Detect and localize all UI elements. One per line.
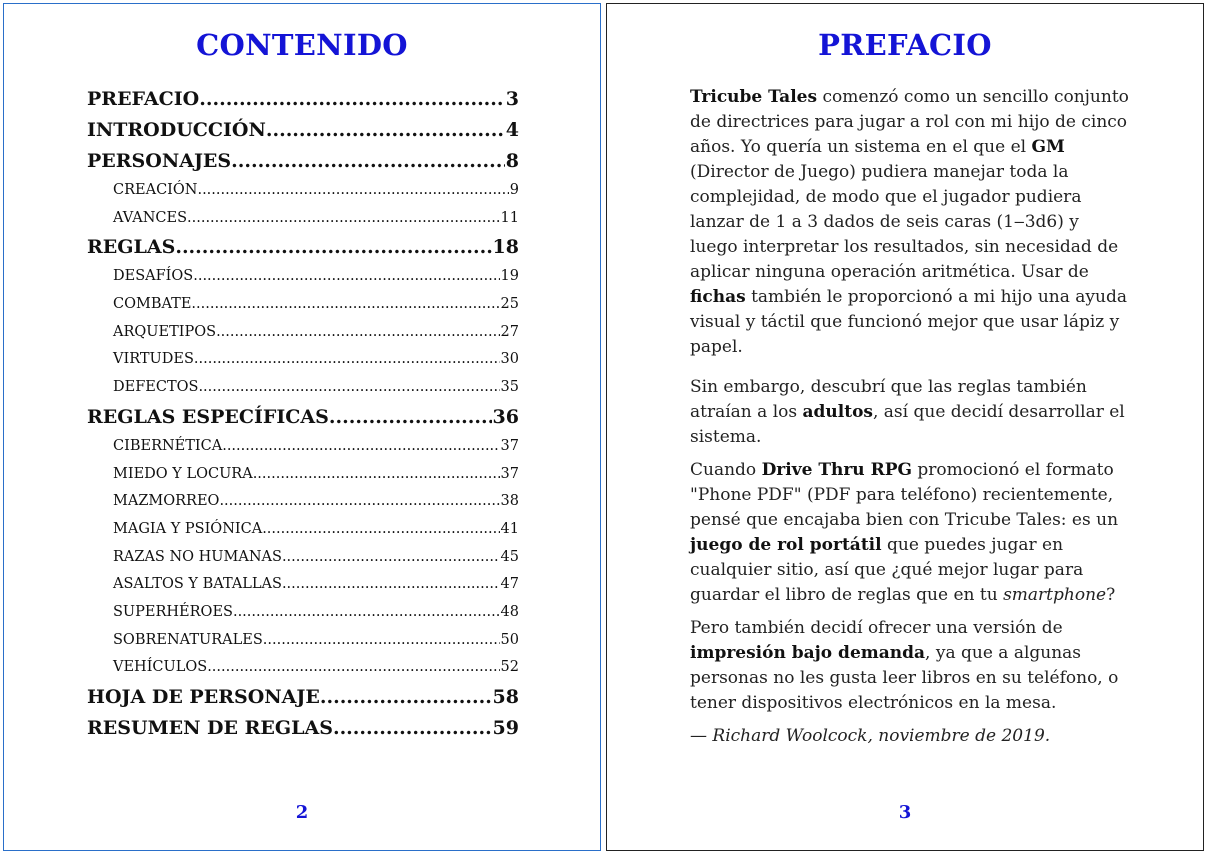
- paragraph-text: promocionó el formato "Phone PDF" (PDF para teléfono) recientemente, pensé que encajaba bien con Tricube Tales: es un: [690, 460, 1119, 530]
- toc-leader-dots: [187, 205, 500, 233]
- toc-entry-label: MIEDO Y LOCURA: [113, 465, 253, 482]
- toc-entry-page: 59: [492, 717, 519, 739]
- toc-entry[interactable]: [87, 516, 519, 544]
- toc-entry-page: 48: [500, 603, 519, 620]
- toc-leader-dots: [262, 516, 499, 544]
- toc-entry-label: RAZAS NO HUMANAS: [113, 548, 282, 565]
- bold-text: fichas: [690, 287, 746, 307]
- toc-leader-dots: [216, 319, 499, 347]
- toc-entry-label: DEFECTOS: [113, 379, 199, 396]
- toc-entry-label: MAZMORREO: [113, 493, 220, 510]
- signature-text: — Richard Woolcock, noviembre de 2019.: [690, 726, 1051, 746]
- toc-leader-dots: [222, 433, 499, 461]
- toc-entry-label: PREFACIO: [87, 88, 200, 110]
- paragraph-text: Pero también decidí ofrecer una versión de: [690, 618, 1063, 638]
- toc-entry-page: 35: [500, 379, 519, 396]
- paragraph-text: también le proporcionó a mi hijo una ayuda visual y táctil que funcionó mejor que usar lápiz y papel.: [690, 287, 1128, 357]
- toc-entry-page: 47: [500, 576, 519, 593]
- toc-entry-page: 50: [500, 631, 519, 648]
- toc-entry[interactable]: [87, 488, 519, 516]
- toc-entry-label: INTRODUCCIÓN: [87, 119, 266, 141]
- paragraph-text: Sin embargo, descubrí que las reglas también atraían a los: [690, 377, 1087, 422]
- toc-entry-page: 52: [500, 659, 519, 676]
- preface-paragraph: [690, 458, 1130, 608]
- toc-leader-dots: [219, 488, 499, 516]
- paragraph-text: que puedes jugar en cualquier sitio, así que ¿qué mejor lugar para guardar el libro de reglas que en tu: [690, 535, 1084, 605]
- toc-entry-label: REGLAS ESPECÍFICAS: [87, 405, 329, 428]
- toc-leader-dots: [253, 461, 500, 489]
- toc-entry-page: 37: [500, 465, 519, 482]
- toc-leader-dots: [194, 346, 500, 374]
- paragraph-text: (Director de Juego) pudiera manejar toda la complejidad, de modo que el jugador pudiera lanzar de 1 a 3 dados de seis caras (1‒3d6) y luego interpretar los resultados, sin necesidad de aplicar ninguna operación aritmética. Usar de: [690, 162, 1119, 282]
- signature: [690, 724, 1130, 749]
- toc-entry-page: 3: [505, 88, 519, 110]
- toc-entry-page: 58: [492, 686, 519, 708]
- toc-entry[interactable]: [87, 263, 519, 291]
- preface-paragraph: [690, 375, 1130, 450]
- toc-entry[interactable]: [87, 177, 519, 205]
- bold-text: impresión bajo demanda: [690, 643, 926, 663]
- preface-paragraph: [690, 85, 1130, 360]
- contents-page: [3, 3, 601, 851]
- page-title: PREFACIO: [818, 28, 992, 62]
- toc-entry[interactable]: [87, 713, 519, 744]
- bold-text: adultos: [802, 402, 873, 422]
- toc-entry-page: 41: [500, 520, 519, 537]
- toc-leader-dots: [333, 713, 492, 744]
- toc-entry-page: 9: [509, 182, 519, 198]
- page-title: CONTENIDO: [196, 28, 408, 62]
- toc-leader-dots: [197, 177, 508, 205]
- paragraph-text: , así que decidí desarrollar el sistema.: [690, 402, 1125, 447]
- toc-entry[interactable]: [87, 115, 519, 146]
- toc-leader-dots: [175, 232, 491, 263]
- toc-entry-label: VIRTUDES: [113, 351, 194, 368]
- toc-entry[interactable]: [87, 319, 519, 347]
- toc-entry-page: 30: [500, 351, 519, 368]
- toc-entry-label: COMBATE: [113, 296, 192, 313]
- toc-leader-dots: [320, 682, 492, 713]
- toc-entry[interactable]: [87, 433, 519, 461]
- toc-entry[interactable]: [87, 599, 519, 627]
- toc-entry[interactable]: [87, 346, 519, 374]
- toc-entry[interactable]: [87, 682, 519, 713]
- toc-entry-page: 45: [500, 548, 519, 565]
- toc-entry-page: 36: [492, 405, 519, 428]
- toc-leader-dots: [199, 84, 505, 115]
- toc-entry[interactable]: [87, 84, 519, 115]
- toc-entry[interactable]: [87, 291, 519, 319]
- toc-entry-page: 18: [492, 236, 519, 259]
- preface-body: [690, 85, 1130, 757]
- toc-entry-label: SUPERHÉROES: [113, 603, 233, 620]
- bold-text: Tricube Tales: [690, 87, 818, 107]
- toc-leader-dots: [282, 571, 500, 599]
- paragraph-text: Cuando: [690, 460, 762, 480]
- toc-entry-page: 11: [500, 209, 519, 226]
- toc-leader-dots: [233, 599, 500, 627]
- bold-text: juego de rol portátil: [690, 535, 882, 555]
- preface-page: [606, 3, 1204, 851]
- toc-leader-dots: [263, 627, 500, 655]
- toc-entry-page: 4: [505, 119, 519, 141]
- toc-entry[interactable]: [87, 627, 519, 655]
- toc-leader-dots: [282, 544, 500, 572]
- toc-entry[interactable]: [87, 374, 519, 402]
- toc-entry-page: 19: [500, 268, 519, 285]
- toc-entry-label: DESAFÍOS: [113, 268, 194, 285]
- toc-entry-label: AVANCES: [113, 209, 188, 226]
- toc-entry-page: 37: [500, 437, 519, 454]
- preface-paragraph: [690, 616, 1130, 716]
- toc-entry-label: SOBRENATURALES: [113, 631, 263, 648]
- toc-entry-page: 27: [500, 323, 519, 340]
- toc-entry[interactable]: [87, 544, 519, 572]
- page-number: 3: [898, 802, 912, 823]
- toc-leader-dots: [329, 402, 492, 433]
- toc-entry-label: CIBERNÉTICA: [113, 437, 223, 454]
- toc-entry-page: 38: [500, 493, 519, 510]
- bold-text: GM: [1031, 137, 1065, 157]
- toc-entry[interactable]: [87, 205, 519, 233]
- paragraph-text: ?: [1106, 585, 1116, 605]
- toc-entry-label: REGLAS: [87, 236, 176, 259]
- toc-leader-dots: [193, 263, 499, 291]
- toc-entry-label: HOJA DE PERSONAJE: [87, 686, 320, 708]
- toc-entry[interactable]: [87, 571, 519, 599]
- toc-leader-dots: [191, 291, 499, 319]
- toc-entry[interactable]: [87, 461, 519, 489]
- toc-entry[interactable]: [87, 146, 519, 177]
- bold-text: Drive Thru RPG: [761, 460, 913, 480]
- italic-text: smartphone: [1003, 585, 1107, 605]
- toc-leader-dots: [231, 146, 505, 177]
- toc-entry-label: ASALTOS Y BATALLAS: [113, 576, 282, 593]
- toc-entry-label: CREACIÓN: [113, 182, 198, 198]
- toc-entry[interactable]: [87, 402, 519, 433]
- paragraph-text: , ya que a algunas personas no les gusta leer libros en su teléfono, o tener dispositivos electrónicos en la mesa.: [690, 643, 1119, 713]
- toc-leader-dots: [198, 374, 499, 402]
- paragraph-text: comenzó como un sencillo conjunto de directrices para jugar a rol con mi hijo de cinco años. Yo quería un sistema en el que el: [690, 87, 1129, 157]
- toc-entry-label: MAGIA Y PSIÓNICA: [113, 520, 263, 537]
- toc-entry-label: ARQUETIPOS: [113, 323, 217, 340]
- toc-leader-dots: [207, 654, 499, 682]
- table-of-contents: [87, 84, 519, 744]
- toc-entry-label: RESUMEN DE REGLAS: [87, 717, 333, 739]
- toc-leader-dots: [266, 115, 505, 146]
- toc-entry-label: PERSONAJES: [87, 150, 232, 172]
- toc-entry-page: 25: [500, 296, 519, 313]
- toc-entry[interactable]: [87, 232, 519, 263]
- page-number: 2: [295, 802, 309, 823]
- toc-entry-page: 8: [505, 150, 519, 172]
- toc-entry-label: VEHÍCULOS: [113, 659, 208, 676]
- toc-entry[interactable]: [87, 654, 519, 682]
